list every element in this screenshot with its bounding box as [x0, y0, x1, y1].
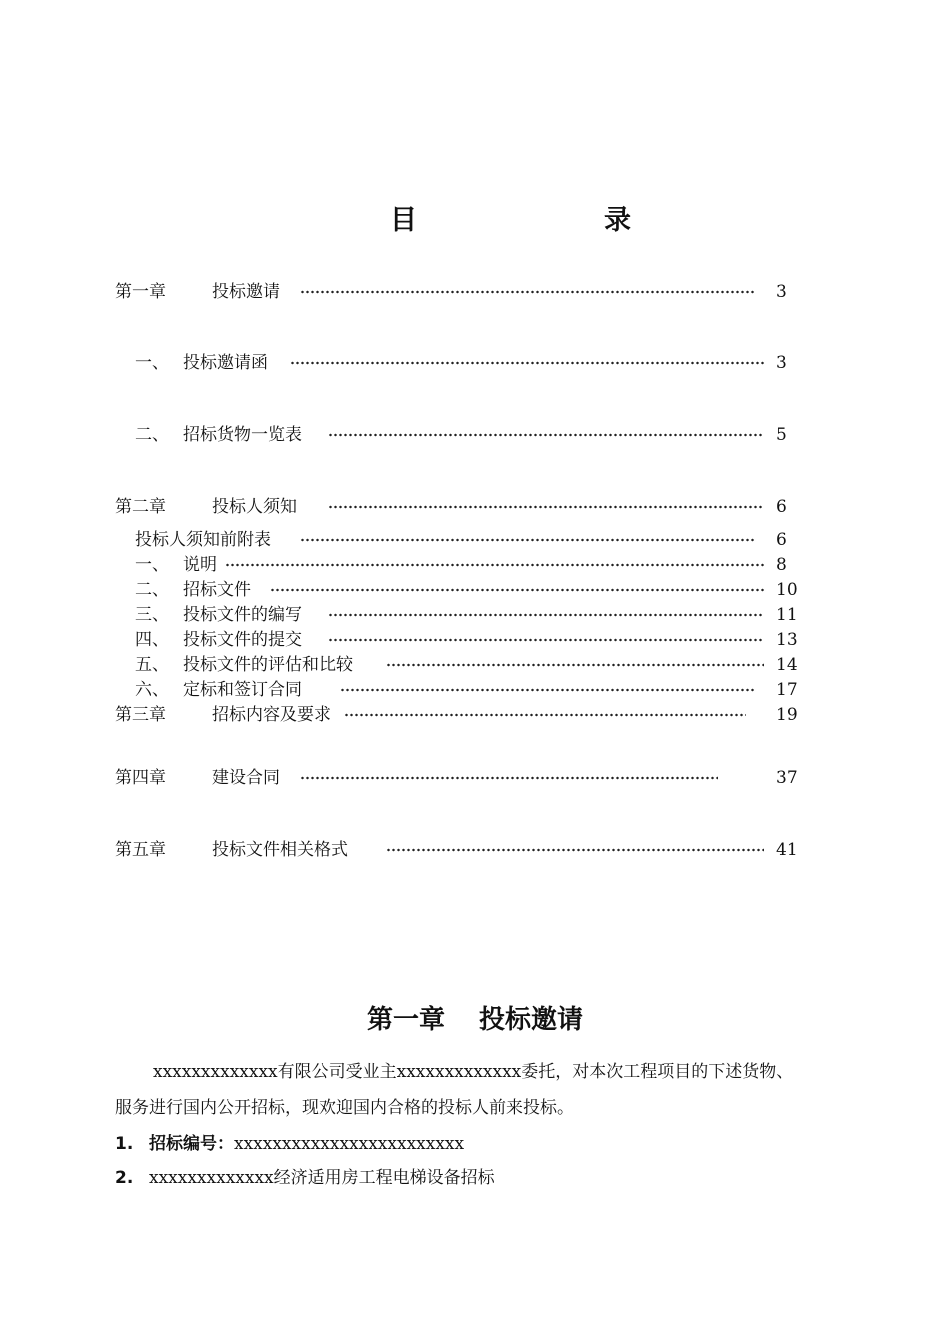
chapter-number: 第一章	[366, 1005, 445, 1035]
toc-title-right: 录	[604, 205, 631, 236]
toc-leader-dots	[340, 684, 756, 696]
toc-leader-dots	[344, 709, 746, 721]
intro-paragraph-line1: xxxxxxxxxxxxx有限公司受业主xxxxxxxxxxxxx委托，对本次工程项目的下述货物、	[153, 1062, 794, 1082]
toc-entry-number: 第四章	[115, 768, 166, 788]
toc-entry-number: 第一章	[115, 282, 166, 302]
toc-entry[interactable]	[0, 529, 950, 551]
toc-entry[interactable]	[0, 839, 950, 861]
project-name: xxxxxxxxxxxxx经济适用房工程电梯设备招标	[149, 1168, 495, 1188]
toc-entry-title: 建设合同	[212, 768, 280, 788]
toc-entry[interactable]	[0, 679, 950, 701]
toc-leader-dots	[270, 584, 764, 596]
toc-entry[interactable]	[0, 579, 950, 601]
toc-entry-number: 第三章	[115, 705, 166, 725]
toc-entry-title: 投标文件的提交	[183, 630, 302, 650]
toc-entry-number: 二、	[135, 580, 169, 600]
toc-entry-title: 投标文件相关格式	[212, 840, 348, 860]
toc-entry-title: 定标和签订合同	[183, 680, 302, 700]
toc-leader-dots	[225, 559, 765, 571]
toc-entry-number: 三、	[135, 605, 169, 625]
toc-entry-title: 投标人须知	[212, 497, 297, 517]
toc-entry-title: 投标邀请	[212, 282, 280, 302]
toc-title-left: 目	[390, 205, 417, 236]
toc-leader-dots	[300, 772, 718, 784]
toc-entry[interactable]	[0, 604, 950, 626]
toc-entry-number: 一、	[135, 555, 169, 575]
toc-entry[interactable]	[0, 767, 950, 789]
toc-entry-page: 17	[776, 680, 798, 700]
toc-leader-dots	[328, 609, 764, 621]
toc-entry-page: 3	[776, 282, 787, 302]
toc-entry-page: 19	[776, 705, 798, 725]
toc-entry-page: 10	[776, 580, 798, 600]
list-item-number: 2.	[115, 1168, 134, 1188]
toc-entry-page: 6	[776, 530, 787, 550]
toc-entry[interactable]	[0, 352, 950, 374]
intro-paragraph-line2: 服务进行国内公开招标，现欢迎国内合格的投标人前来投标。	[115, 1098, 574, 1118]
toc-entry[interactable]	[0, 704, 950, 726]
toc-leader-dots	[300, 534, 756, 546]
toc-entry-title: 说明	[183, 555, 217, 575]
toc-leader-dots	[290, 357, 764, 369]
toc-entry-number: 六、	[135, 680, 169, 700]
toc-entry-title: 投标文件的评估和比较	[183, 655, 353, 675]
chapter-title: 投标邀请	[479, 1005, 584, 1035]
toc-entry[interactable]	[0, 629, 950, 651]
toc-entry-title: 招标文件	[183, 580, 251, 600]
toc-entry-number: 第五章	[115, 840, 166, 860]
toc-entry-title: 招标货物一览表	[183, 425, 302, 445]
toc-entry[interactable]	[0, 654, 950, 676]
toc-entry-page: 41	[776, 840, 798, 860]
toc-entry-page: 8	[776, 555, 787, 575]
list-item-number: 1.	[115, 1134, 134, 1154]
bid-number-value: xxxxxxxxxxxxxxxxxxxxxxxx	[234, 1134, 465, 1154]
toc-entry[interactable]	[0, 424, 950, 446]
toc-entry-number: 五、	[135, 655, 169, 675]
toc-entry-page: 13	[776, 630, 798, 650]
toc-entry[interactable]	[0, 496, 950, 518]
toc-entry-page: 3	[776, 353, 787, 373]
toc-leader-dots	[328, 501, 764, 513]
toc-entry-page: 11	[776, 605, 798, 625]
toc-entry-number: 二、	[135, 425, 169, 445]
toc-leader-dots	[328, 634, 764, 646]
toc-entry-number: 一、	[135, 353, 169, 373]
toc-entry-number: 第二章	[115, 497, 166, 517]
toc-entry-page: 6	[776, 497, 787, 517]
toc-entry-title: 投标文件的编写	[183, 605, 302, 625]
toc-entry-page: 14	[776, 655, 798, 675]
toc-entry-title: 投标邀请函	[183, 353, 268, 373]
list-item	[115, 1166, 495, 1190]
toc-entry-title: 招标内容及要求	[212, 705, 331, 725]
toc-entry-page: 5	[776, 425, 787, 445]
toc-entry-number: 四、	[135, 630, 169, 650]
toc-leader-dots	[300, 286, 756, 298]
toc-entry-title: 投标人须知前附表	[135, 530, 271, 550]
toc-entry[interactable]	[0, 281, 950, 303]
toc-entry[interactable]	[0, 554, 950, 576]
chapter-heading	[0, 1002, 950, 1038]
bid-number-label: 招标编号：	[149, 1134, 234, 1154]
toc-leader-dots	[328, 429, 764, 441]
toc-title	[0, 198, 950, 238]
toc-leader-dots	[386, 659, 764, 671]
toc-leader-dots	[386, 844, 764, 856]
list-item	[115, 1132, 464, 1156]
toc-entry-page: 37	[776, 768, 798, 788]
